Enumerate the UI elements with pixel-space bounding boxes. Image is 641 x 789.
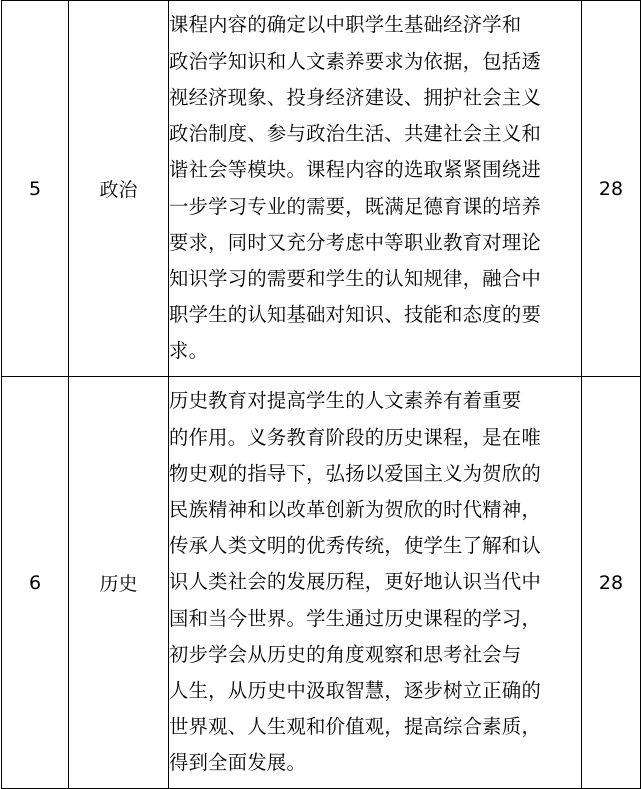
table-row — [2, 377, 641, 789]
table-row — [2, 1, 641, 377]
curriculum-table — [1, 0, 641, 789]
content-line: 视经济现象、投身经济建设、拥护社会主义 — [169, 85, 542, 109]
content-line: 的作用。义务教育阶段的历史课程，是在唯 — [169, 425, 542, 449]
content-line: 要求，同时又充分考虑中等职业教育对理论 — [169, 230, 542, 254]
content-line: 政治学知识和人文素养要求为依据，包括透 — [169, 49, 542, 73]
row-number: 6 — [2, 377, 69, 789]
content-line: 课程内容的确定以中职学生基础经济学和 — [169, 13, 522, 37]
content-line: 历史教育对提高学生的人文素养有着重要 — [169, 389, 522, 413]
content-line: 识人类社会的发展历程，更好地认识当代中 — [169, 570, 542, 594]
content-line: 传承人类文明的优秀传统，使学生了解和认 — [169, 534, 542, 558]
content-line: 一步学习专业的需要，既满足德育课的培养 — [169, 194, 542, 218]
content-line: 求。 — [169, 339, 209, 363]
row-number: 5 — [2, 1, 69, 377]
course-hours: 28 — [582, 1, 641, 377]
content-line: 初步学会从历史的角度观察和思考社会与 — [169, 642, 522, 666]
content-line: 谐社会等模块。课程内容的选取紧紧围绕进 — [169, 158, 542, 182]
content-line: 物史观的指导下，弘扬以爱国主义为贺欣的 — [169, 461, 542, 485]
course-name: 政治 — [69, 1, 169, 377]
content-line: 政治制度、参与政治生活、共建社会主义和 — [169, 122, 542, 146]
content-line: 职学生的认知基础对知识、技能和态度的要 — [169, 303, 542, 327]
content-line: 国和当今世界。学生通过历史课程的学习， — [169, 606, 542, 630]
content-line: 知识学习的需要和学生的认知规律，融合中 — [169, 266, 542, 290]
content-line: 人生，从历史中汲取智慧，逐步树立正确的 — [169, 679, 542, 702]
course-hours: 28 — [582, 377, 641, 789]
course-content — [169, 377, 582, 789]
content-line: 世界观、人生观和价值观，提高综合素质， — [169, 715, 542, 739]
course-content — [169, 1, 582, 377]
content-line: 民族精神和以改革创新为贺欣的时代精神， — [169, 497, 542, 521]
content-line: 得到全面发展。 — [169, 751, 307, 775]
course-name: 历史 — [69, 377, 169, 789]
